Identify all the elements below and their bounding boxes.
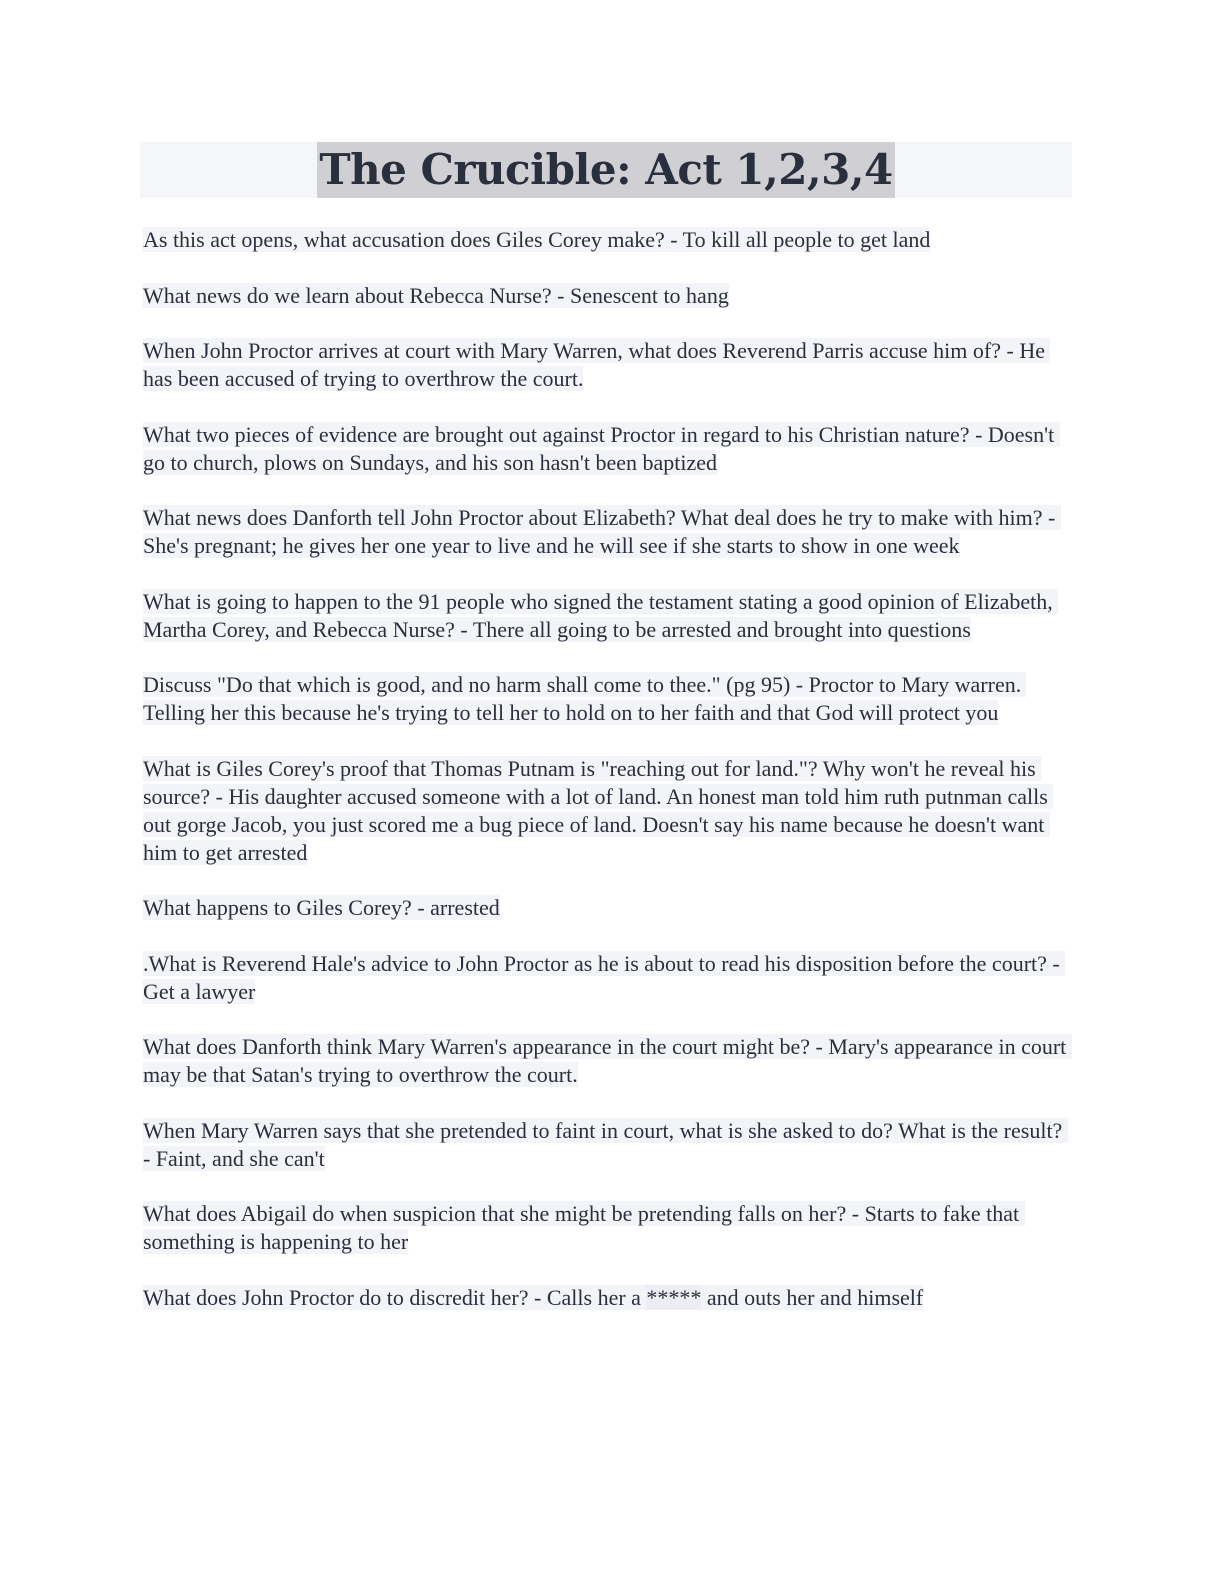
qa-item-text: What two pieces of evidence are brought out against Proctor in regard to his Christian nature? - Doesn't go to church, plows on Sundays, and his son hasn't been baptized: [143, 421, 1060, 475]
qa-item-text: Discuss "Do that which is good, and no harm shall come to thee." (pg 95) - Proctor to Mary warren. Telling her this because he's trying to tell her to hold on to her faith and that God will protect you: [143, 672, 1027, 725]
qa-item: [143, 1200, 1072, 1256]
qa-item-text-after: and outs her and himself: [701, 1284, 924, 1310]
qa-item: [143, 504, 1072, 560]
qa-item-text: What news do we learn about Rebecca Nurse? - Senescent to hang: [143, 282, 729, 308]
qa-list: [140, 226, 1072, 1312]
qa-item: [143, 950, 1072, 1006]
qa-item: [143, 337, 1072, 393]
qa-item-text: What does Abigail do when suspicion that she might be pretending falls on her? - Starts to fake that something is happening to her: [143, 1201, 1025, 1254]
qa-item: [143, 282, 1072, 310]
qa-item: [143, 894, 1072, 922]
qa-item: [143, 755, 1072, 867]
document-page: [140, 142, 1072, 1339]
qa-item-text: As this act opens, what accusation does Giles Corey make? - To kill all people to get land: [143, 227, 931, 252]
qa-item: [143, 588, 1072, 644]
qa-item-text: What is going to happen to the 91 people who signed the testament stating a good opinion of Elizabeth, Martha Corey, and Rebecca Nurse? - There all going to be arrested and brought into questions: [143, 588, 1059, 642]
qa-item-text-before: What does John Proctor do to discredit her? - Calls her a: [143, 1284, 647, 1310]
qa-item: [143, 671, 1072, 727]
qa-item-text: .What is Reverend Hale's advice to John Proctor as he is about to read his disposition before the court? - Get a lawyer: [143, 950, 1066, 1004]
qa-item-text: What is Giles Corey's proof that Thomas Putnam is "reaching out for land."? Why won't he reveal his source? - His daughter accused someone with a lot of land. An honest man told him ruth putnman calls out gorge Jacob, you just scored me a bug piece of land. Doesn't say his name because he doesn't want him to get arrested: [143, 755, 1054, 865]
qa-item-text: When Mary Warren says that she pretended to faint in court, what is she asked to do? What is the result? - Faint, and she can't: [143, 1117, 1068, 1171]
qa-item-text: When John Proctor arrives at court with Mary Warren, what does Reverend Parris accuse him of? - He has been accused of trying to overthrow the court.: [143, 338, 1051, 391]
qa-item-text: What happens to Giles Corey? - arrested: [143, 895, 500, 920]
page-title: The Crucible: Act 1,2,3,4: [317, 142, 894, 198]
title-band: [140, 142, 1072, 198]
qa-item: [143, 421, 1072, 477]
qa-item: [143, 226, 1072, 254]
qa-item-text: What news does Danforth tell John Proctor about Elizabeth? What deal does he try to make with him? - She's pregnant; he gives her one year to live and he will see if she starts to show in one week: [143, 505, 1061, 558]
qa-item-text: What does Danforth think Mary Warren's appearance in the court might be? - Mary's appearance in court may be that Satan's trying to overthrow the court.: [143, 1034, 1072, 1087]
redacted-word: *****: [646, 1284, 702, 1310]
qa-item-last: [143, 1284, 1072, 1312]
qa-item: [143, 1117, 1072, 1173]
qa-item: [143, 1033, 1072, 1089]
